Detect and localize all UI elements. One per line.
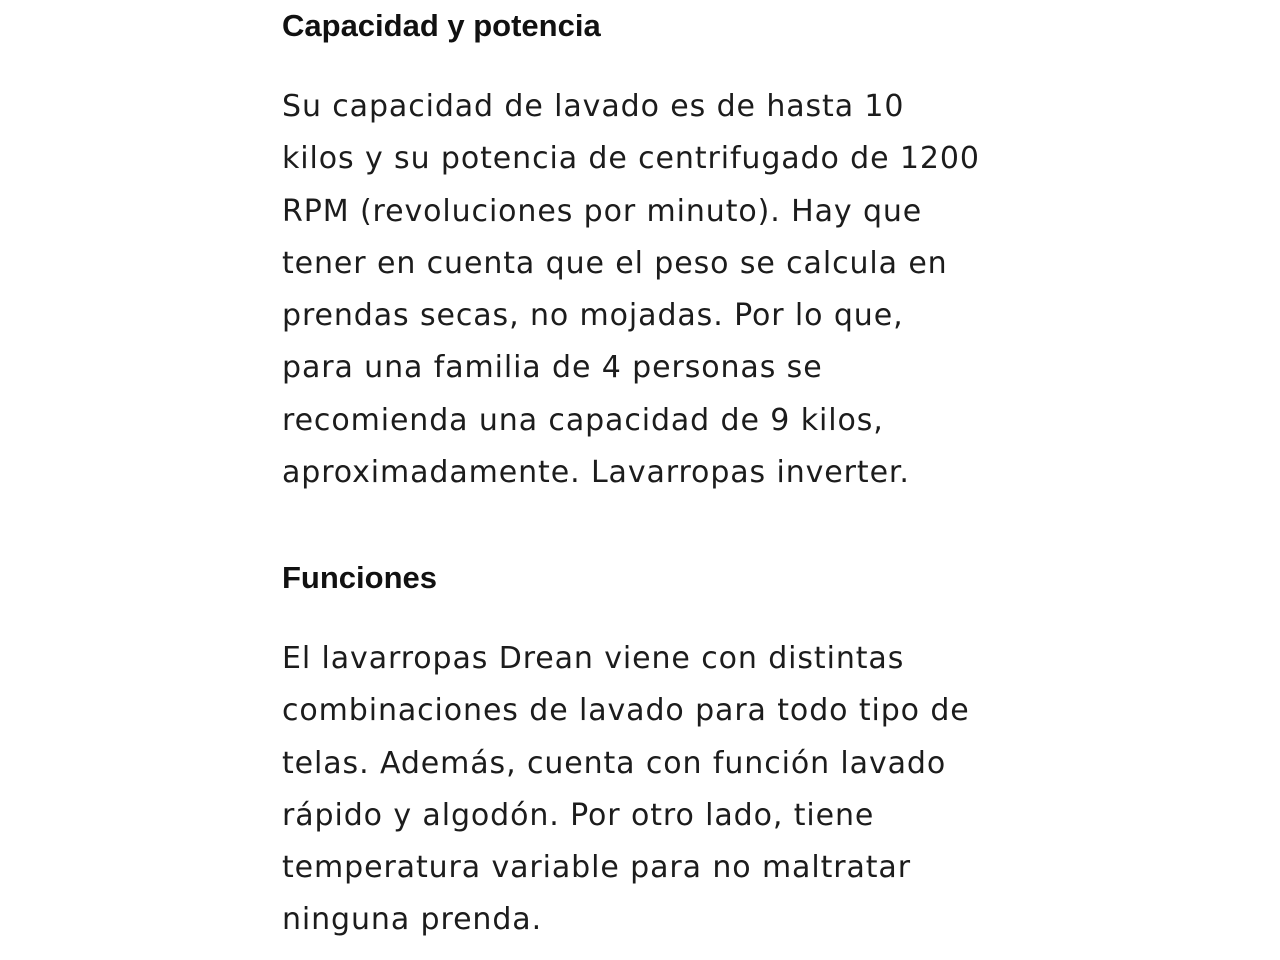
paragraph-line: Su capacidad de lavado es de hasta 10 [282,89,905,124]
paragraph-line: recomienda una capacidad de 9 kilos, [282,402,884,438]
paragraph-line: telas. Además, cuenta con función lavado [282,745,947,781]
paragraph-line: prendas secas, no mojadas. Por lo que, [282,298,904,334]
paragraph-line: ninguna prenda. [282,902,543,938]
paragraph-line: rápido y algodón. Por otro lado, tiene [282,797,875,833]
section-heading-capacidad: Capacidad y potencia [282,8,601,43]
paragraph-line: El lavarropas Drean viene con distintas [282,641,905,676]
paragraph-line: RPM (revoluciones por minuto). Hay que [282,193,923,229]
paragraph-line: para una familia de 4 personas se [282,350,823,386]
section-paragraph-funciones [282,633,970,947]
section-heading-funciones: Funciones [282,560,438,595]
section-paragraph-capacidad [282,81,980,499]
paragraph-line: kilos y su potencia de centrifugado de 1200 [282,141,980,177]
paragraph-line: tener en cuenta que el peso se calcula en [282,245,948,281]
paragraph-line: temperatura variable para no maltratar [282,850,911,886]
paragraph-line: combinaciones de lavado para todo tipo de [282,693,970,729]
paragraph-line: aproximadamente. Lavarropas inverter. [282,455,910,491]
